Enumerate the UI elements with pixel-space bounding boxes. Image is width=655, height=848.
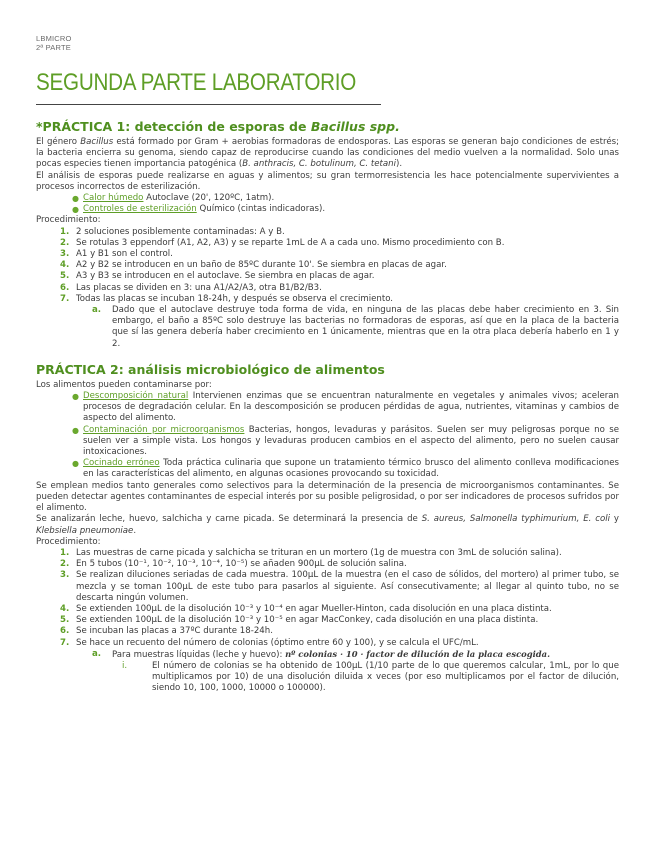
practice-1-intro: [36, 137, 619, 171]
text-segment: S. aureus, Salmonella typhimurium, E. coli: [421, 514, 611, 525]
bullet-term: Descomposición natural: [83, 391, 189, 402]
page-title: SEGUNDA PARTE LABORATORIO: [36, 69, 357, 96]
practice-2-heading: PRÁCTICA 2: análisis microbiológico de alimentos: [36, 361, 385, 377]
practice-2-steps: [36, 548, 619, 649]
step-number: 7.: [60, 293, 70, 304]
bullet-icon: ●: [72, 194, 79, 204]
step-text: Se extienden 100µL de la disolución 10⁻³ y 10⁻⁴ en agar Mueller-Hinton, cada disolución en una placa distinta.: [76, 603, 552, 614]
list-item: [60, 294, 619, 305]
header-course: LBMICRO: [36, 34, 72, 43]
step-number: 4.: [60, 260, 70, 271]
list-item: [60, 615, 619, 626]
list-item: [60, 260, 619, 271]
step-text: Se rotulas 3 eppendorf (A1, A2, A3) y se reparte 1mL de A a cada uno. Mismo procedimiento con B.: [76, 237, 505, 248]
practice-1-procedure-label: Procedimiento:: [36, 215, 101, 226]
bullet-term: Contaminación por microorganismos: [83, 424, 245, 435]
step-text: Se extienden 100µL de la disolución 10⁻³ y 10⁻⁵ en agar MacConkey, cada disolución en una placa distinta.: [76, 615, 539, 626]
practice-1-heading-genus: Bacillus spp.: [310, 119, 400, 134]
practice-1-substep: [92, 305, 619, 350]
practice-2-substep-i: [122, 661, 619, 695]
list-item: [60, 626, 619, 637]
substep-text: Para muestras líquidas (leche y huevo):: [112, 649, 286, 660]
practice-2-substep-a: [92, 649, 619, 661]
list-item: [60, 249, 619, 260]
practice-1-bullets: [36, 193, 619, 215]
step-text: A1 y B1 son el control.: [76, 249, 173, 260]
practice-2-procedure-label: Procedimiento:: [36, 536, 101, 547]
bullet-item: [72, 391, 619, 425]
practice-2-para-2: [36, 514, 619, 536]
bullet-item: [72, 204, 619, 215]
text-segment: está formado por Gram + aerobias formadoras de endosporas. Las esporas se generan bajo condiciones de estrés; la bacteria encierra su genoma, siendo capaz de reproducirse cuando las condiciones del medio vuelven a la normalidad. Solo unas pocas especies tienen importancia patogénica (: [36, 137, 619, 170]
substep-marker: i.: [122, 660, 128, 671]
ufc-formula: nº colonias · 10 · factor de dilución de la placa escogida.: [285, 648, 550, 659]
bullet-item: [72, 193, 619, 204]
bullet-text: Autoclave (20', 120ºC, 1atm).: [143, 193, 275, 204]
step-text: Se hace un recuento del número de colonias (óptimo entre 60 y 100), y se calcula el UFC/mL.: [76, 637, 479, 648]
step-text: A3 y B3 se introducen en el autoclave. Se siembra en placas de agar.: [76, 271, 375, 282]
practice-2-intro: Los alimentos pueden contaminarse por:: [36, 379, 212, 390]
bullet-term: Cocinado erróneo: [83, 458, 160, 469]
list-item: [60, 283, 619, 294]
bullet-text: Químico (cintas indicadoras).: [196, 204, 326, 215]
practice-1-intro-2: El análisis de esporas puede realizarse en aguas y alimentos; su gran termorresistencia les hace potencialmente supervivientes a procesos incorrectos de esterilización.: [36, 170, 619, 192]
list-item: [60, 548, 619, 559]
bullet-text: Toda práctica culinaria que supone un tratamiento térmico brusco del alimento conlleva modificaciones en las características del alimento, en algunas ocasiones provocando su toxicidad.: [83, 458, 619, 480]
substep-text: El número de colonias se ha obtenido de 100µL (1/10 parte de lo que queremos calcular, 1mL, por lo que multiplicamos por 10) de una disolución diluida x veces (por eso multiplicamos por el factor de dilución, siendo 10, 100, 1000, 10000 o 100000).: [152, 660, 619, 694]
bullet-item: [72, 425, 619, 459]
step-number: 5.: [60, 271, 70, 282]
step-text: Las placas se dividen en 3: una A1/A2/A3, otra B1/B2/B3.: [76, 282, 322, 293]
practice-2-bullets: [36, 391, 619, 481]
list-item: [60, 271, 619, 282]
substep-text: Dado que el autoclave destruye toda forma de vida, en ninguna de las placas debe haber crecimiento en 3. Sin embargo, el baño a 85ºC solo destruye las bacterias no formadoras de esporas, así que en la placa de la bacteria que sí las genera debería haber crecimiento en 1 únicamente, mientras que en la otra placa debería haberlo en 1 y 2.: [112, 305, 619, 349]
bullet-term: Controles de esterilización: [83, 204, 197, 215]
step-number: 7.: [60, 637, 70, 648]
step-text: 2 soluciones posiblemente contaminadas: A y B.: [76, 226, 285, 237]
step-text: Se incuban las placas a 37ºC durante 18-24h.: [76, 626, 273, 637]
list-item: [60, 604, 619, 615]
step-text: A2 y B2 se introducen en un baño de 85ºC durante 10'. Se siembra en placas de agar.: [76, 260, 447, 271]
list-item: [60, 227, 619, 238]
text-segment: Klebsiella pneumoniae: [36, 525, 134, 536]
step-number: 5.: [60, 615, 70, 626]
step-text: Las muestras de carne picada y salchicha se trituran en un mortero (1g de muestra con 3mL de solución salina).: [76, 547, 562, 558]
title-divider: [36, 104, 381, 105]
text-segment: .: [133, 525, 137, 536]
practice-2-para-1: Se emplean medios tanto generales como selectivos para la determinación de la presencia de microorganismos contaminantes. Se pueden detectar agentes contaminantes de especial interés por su posible peligrosidad, o por ser indicadores de procesos sufridos por el alimento.: [36, 480, 619, 514]
list-item: [60, 638, 619, 649]
bullet-term: Calor húmedo: [83, 193, 144, 204]
substep-marker: a.: [92, 305, 102, 316]
list-item: [60, 238, 619, 249]
text-segment: ).: [396, 159, 403, 170]
bullet-text: Bacterias, hongos, levaduras y parásitos. Suelen ser muy peligrosas porque no se suelen ver a simple vista. Los hongos y levaduras producen cambios en el aspecto del alimento, pero no suelen causar intoxicaciones.: [83, 424, 619, 458]
list-item: [60, 570, 619, 604]
step-number: 3.: [60, 570, 70, 581]
practice-1-heading-text: *PRÁCTICA 1: detección de esporas de: [36, 119, 311, 134]
step-text: Se realizan diluciones seriadas de cada muestra. 100µL de la muestra (en el caso de sólidos, del mortero) al primer tubo, se mezcla y se toman 100µL de este tubo para pasarlos al siguiente. Así consecutivamente; al llegar al quinto tubo, no se descarta ningún volumen.: [76, 570, 619, 603]
step-text: En 5 tubos (10⁻¹, 10⁻², 10⁻³, 10⁻⁴, 10⁻⁵) se añaden 900µL de solución salina.: [76, 559, 407, 570]
text-segment: Se analizarán leche, huevo, salchicha y carne picada. Se determinará la presencia de: [36, 514, 422, 525]
practice-1-heading: [36, 119, 619, 134]
text-segment: B. anthracis, C. botulinum, C. tetani: [242, 159, 397, 170]
bullet-icon: ●: [72, 425, 79, 435]
step-number: 3.: [60, 249, 70, 260]
header-part: 2ª PARTE: [36, 43, 71, 52]
bullet-text: Intervienen enzimas que se encuentran naturalmente en vegetales y animales vivos; aceleran procesos de degradación celular. En la descomposición se producen pérdidas de agua, nutrientes, vitaminas y cambios de aspecto del alimento.: [83, 391, 619, 424]
text-segment: El género: [36, 137, 81, 147]
bullet-item: [72, 458, 619, 480]
step-number: 6.: [60, 626, 70, 637]
substep-marker: a.: [92, 648, 102, 659]
step-number: 4.: [60, 603, 70, 614]
step-number: 1.: [60, 547, 70, 558]
bullet-icon: ●: [72, 459, 79, 469]
practice-1-steps: [36, 227, 619, 305]
text-segment: Bacillus: [80, 137, 114, 147]
step-number: 2.: [60, 559, 70, 570]
bullet-icon: ●: [72, 205, 79, 215]
step-number: 6.: [60, 282, 70, 293]
step-number: 1.: [60, 226, 70, 237]
text-segment: y: [610, 514, 619, 525]
step-text: Todas las placas se incuban 18-24h, y después se observa el crecimiento.: [76, 293, 394, 304]
bullet-icon: ●: [72, 392, 79, 402]
step-number: 2.: [60, 237, 70, 248]
list-item: [60, 559, 619, 570]
